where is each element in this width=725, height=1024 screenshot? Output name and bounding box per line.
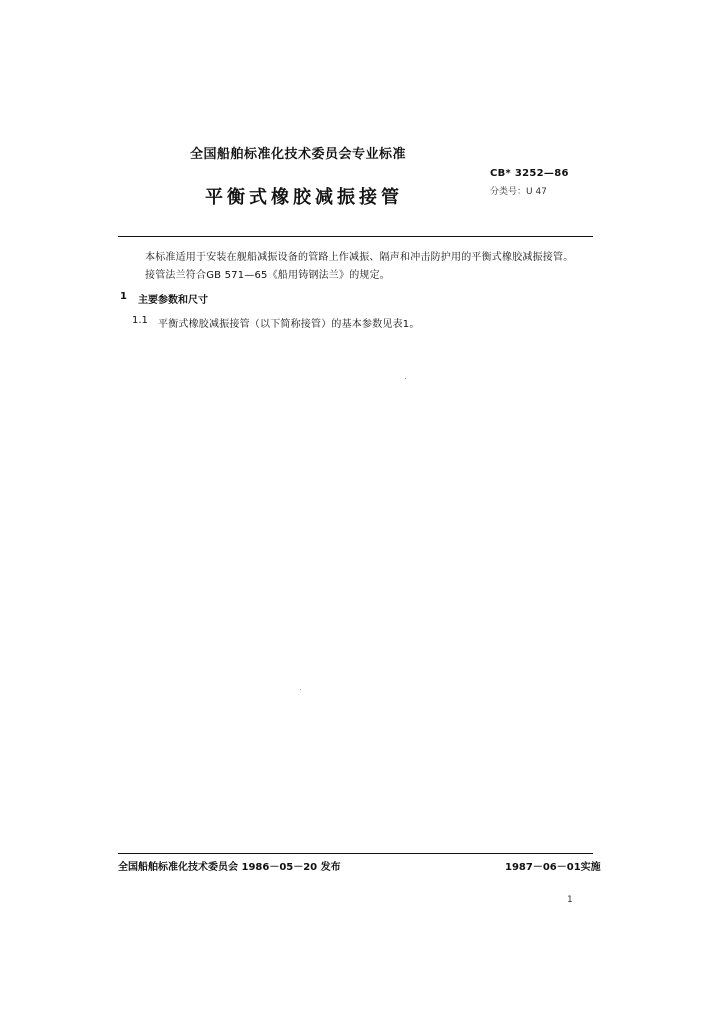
intro-paragraph-line2: 接管法兰符合GB 571—65《船用铸钢法兰》的规定。 xyxy=(145,270,390,281)
subsection-text: 平衡式橡胶减振接管（以下简称接管）的基本参数见表1。 xyxy=(158,319,420,330)
scan-speck xyxy=(405,378,406,379)
section-title: 主要参数和尺寸 xyxy=(138,295,208,306)
page-number: 1 xyxy=(567,895,573,905)
footer-divider xyxy=(118,853,593,854)
intro-paragraph-line1: 本标准适用于安装在舰船减振设备的管路上作减振、隔声和冲击防护用的平衡式橡胶减振接管。 xyxy=(145,252,574,263)
scan-speck xyxy=(300,689,301,690)
section-number: 1 xyxy=(120,291,127,302)
committee-name: 全国船舶标准化技术委员会专业标准 xyxy=(190,147,407,162)
implementation-date: 1987－06－01实施 xyxy=(505,862,601,873)
standard-code: CB* 3252—86 xyxy=(490,168,569,179)
issue-info: 全国船舶标准化技术委员会 1986－05－20 发布 xyxy=(118,862,341,873)
document-title: 平衡式橡胶减振接管 xyxy=(205,187,403,208)
subsection-number: 1.1 xyxy=(132,315,148,326)
header-divider xyxy=(118,236,593,237)
classification-number: 分类号：U 47 xyxy=(490,187,547,197)
